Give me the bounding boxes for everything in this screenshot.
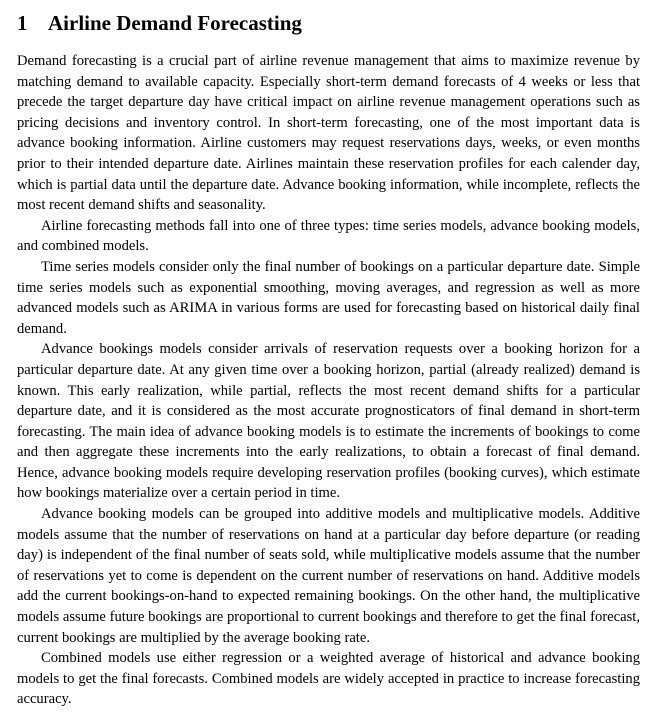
paragraph-advance-bookings: Advance bookings models consider arrivals of reservation requests over a booking horizon for a particular departure date. At any given time over a booking horizon, partial (already realized) demand is known. This early realization, while partial, reflects the most recent demand shifts for a particular departure date, and it is considered as the most accurate prognosticators of final demand in short-term forecasting. The main idea of advance booking models is to estimate the increments of bookings to come and then aggregate these increments into the early realizations, to obtain a forecast of final demand. Hence, advance booking models require developing reservation profiles (booking curves), which estimate how bookings materialize over a certain period in time. [17, 341, 640, 502]
document-page [17, 11, 640, 710]
section-number: 1 [17, 11, 28, 35]
paragraph-additive-multiplicative: Advance booking models can be grouped into additive models and multiplicative models. Additive models assume that the number of reservations on hand at a particular day before departure (or reading day) is independent of the final number of seats sold, while multiplicative models assume that the number of reservations yet to come is dependent on the current number of reservations on hand. Additive models add the current bookings-on-hand to expected remaining bookings. On the other hand, the multiplicative models assume future bookings are proportional to current bookings and therefore to get the final forecast, current bookings are multiplied by the average booking rate. [17, 506, 640, 646]
paragraph-combined-models: Combined models use either regression or a weighted average of historical and advance booking models to get the final forecasts. Combined models are widely accepted in practice to increase forecasting accuracy. [17, 650, 640, 708]
section-heading [17, 11, 640, 35]
paragraph-intro: Demand forecasting is a crucial part of airline revenue management that aims to maximize revenue by matching demand to available capacity. Especially short-term demand forecasts of 4 weeks or less that precede the target departure day have critical impact on airline revenue management operations such as pricing decisions and inventory control. In short-term forecasting, one of the most important data is advance booking information. Airline customers may request reservations days, weeks, or even months prior to their intended departure date. Airlines maintain these reservation profiles for each calender day, which is partial data until the departure date. Advance booking information, while incomplete, reflects the most recent demand shifts and seasonality. [17, 53, 640, 214]
section-title: Airline Demand Forecasting [48, 11, 302, 35]
paragraph-method-types: Airline forecasting methods fall into one of three types: time series models, advance booking models, and combined models. [17, 217, 640, 255]
paragraph-time-series: Time series models consider only the final number of bookings on a particular departure date. Simple time series models such as exponential smoothing, moving averages, and regression as well as more advanced models such as ARIMA in various forms are used for forecasting based on historical daily final demand. [17, 258, 640, 337]
